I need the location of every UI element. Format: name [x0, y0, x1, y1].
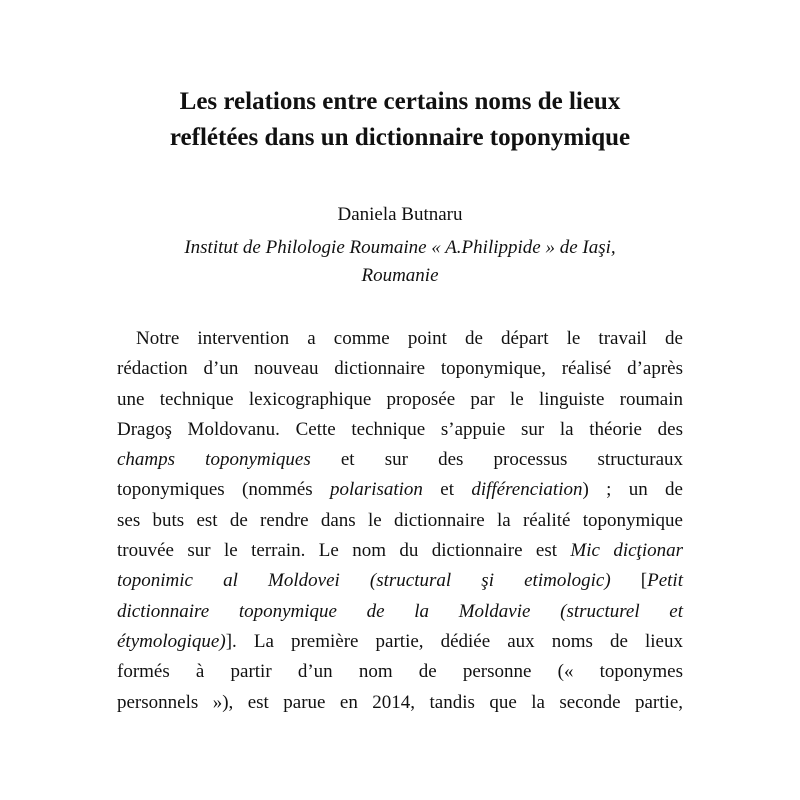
affiliation-line-2: Roumanie [361, 265, 439, 286]
body-line: dictionnaire toponymique de la Moldavie (structurel et [117, 600, 683, 622]
body-line: champs toponymiques et sur des processus structuraux [117, 449, 684, 471]
title-line-2: reflétées dans un dictionnaire toponymique [169, 124, 631, 151]
body-line: personnels »), est parue en 2014, tandis que la seconde partie, [117, 691, 683, 713]
author-affiliation [0, 234, 800, 290]
author-name: Daniela Butnaru [337, 204, 463, 225]
body-line: formés à partir d’un nom de personne (« toponymes [117, 661, 683, 683]
body-line: trouvée sur le terrain. Le nom du dictionnaire est Mic dicţionar [117, 540, 683, 562]
paper-title [0, 84, 800, 156]
body-paragraph [117, 324, 683, 718]
affiliation-line-1: Institut de Philologie Roumaine « A.Philippide » de Iaşi, [184, 237, 616, 258]
body-line: une technique lexicographique proposée par le linguiste roumain [117, 388, 683, 410]
body-line: ses buts est de rendre dans le dictionnaire la réalité toponymique [117, 509, 683, 531]
body-line: étymologique)]. La première partie, dédiée aux noms de lieux [117, 630, 683, 652]
body-line: Notre intervention a comme point de départ le travail de [136, 328, 683, 349]
body-line: Dragoş Moldovanu. Cette technique s’appuie sur la théorie des [117, 418, 683, 440]
body-line: rédaction d’un nouveau dictionnaire toponymique, réalisé d’après [117, 358, 683, 380]
body-line: toponimic al Moldovei (structural şi etimologic) [Petit [117, 570, 683, 592]
title-line-1: Les relations entre certains noms de lieux [179, 88, 621, 115]
body-line: toponymiques (nommés polarisation et différenciation) ; un de [117, 479, 683, 501]
